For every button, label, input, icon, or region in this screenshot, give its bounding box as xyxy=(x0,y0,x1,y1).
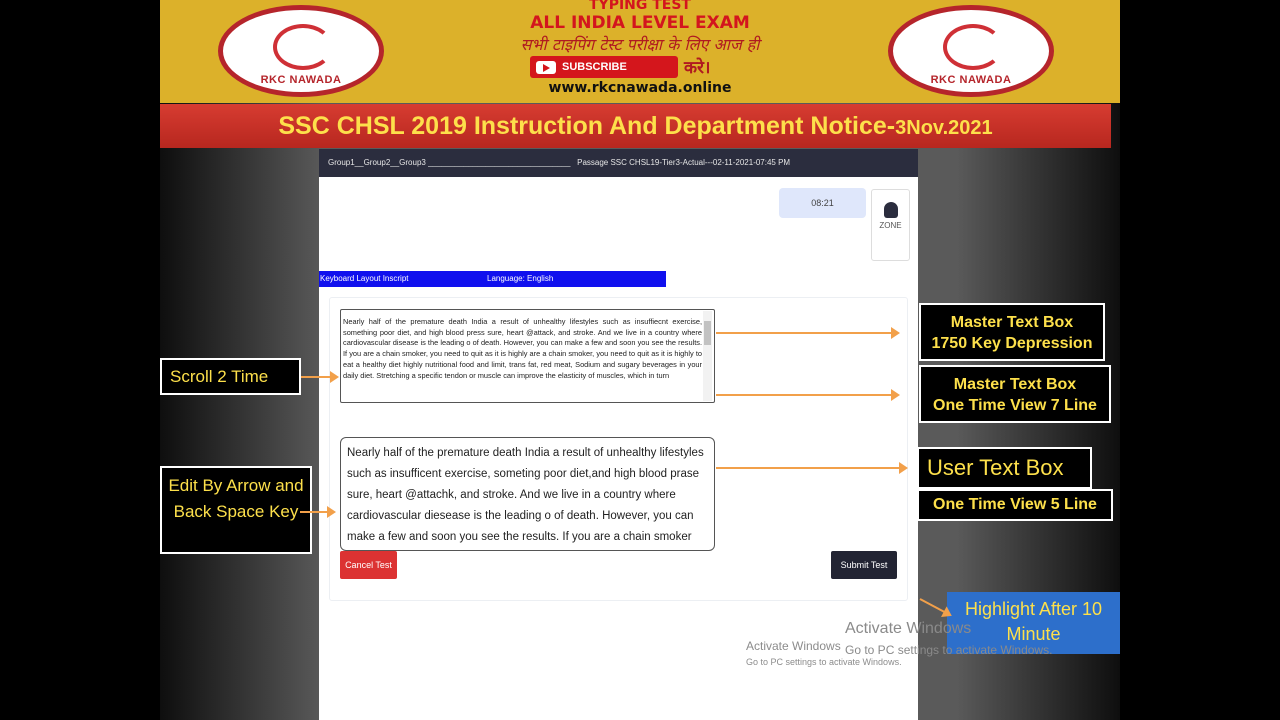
logo-text: RKC NAWADA xyxy=(260,74,342,86)
activate-windows-sub: Go to PC settings to activate Windows. xyxy=(845,643,1053,657)
callout-master-view xyxy=(919,365,1111,423)
promo-banner xyxy=(160,0,1120,103)
activate-windows-sub-small: Go to PC settings to activate Windows. xyxy=(746,657,902,667)
subscribe-button[interactable] xyxy=(530,56,678,78)
arrow-scroll xyxy=(301,376,335,378)
subscribe-label: SUBSCRIBE xyxy=(562,61,627,73)
keyboard-layout-label: Keyboard Layout Inscript xyxy=(320,274,409,283)
master-text-box: Nearly half of the premature death India a result of unhealthy lifestyles such as insuffiecnt exercise, something poor diet, and high blood press sure, heart @attack, and stroke. And we live in a country where cardiovascular disease is the leading o of death. However, you can make a few and soon you see the results. If you are a chain smoker, you need to quit as it is highly are a chain smoker, you need to quit as it is highly to eat a healthy diet highly nutritional food and limit, trans fat, red meat, Sodium and sugary beverages in your daily diet. Stretching a specific tendon or muscle can improve the elasticity of muscles, which in turn xyxy=(340,309,715,403)
callout-scroll: Scroll 2 Time xyxy=(160,358,301,395)
callout-master-box xyxy=(919,303,1105,361)
scrollbar-thumb[interactable] xyxy=(704,321,711,345)
title-main: SSC CHSL 2019 Instruction And Department Notice- xyxy=(278,112,896,140)
language-label: Language: English xyxy=(487,274,554,283)
zone-label: ZONE xyxy=(879,221,902,230)
typing-test-window xyxy=(319,149,918,720)
activate-windows-title-small: Activate Windows xyxy=(746,639,841,653)
activate-windows-title: Activate Windows xyxy=(845,620,972,637)
callout-user-box: User Text Box xyxy=(917,447,1092,489)
arrow-master-2 xyxy=(716,394,896,396)
user-avatar-icon xyxy=(884,202,898,218)
submit-test-button[interactable]: Submit Test xyxy=(831,551,897,579)
cancel-test-button[interactable]: Cancel Test xyxy=(340,551,397,579)
banner-line-exam: ALL INDIA LEVEL EXAM xyxy=(530,13,750,33)
callout-master-line2: 1750 Key Depression xyxy=(931,335,1093,352)
callout-master-view-line1: Master Text Box xyxy=(953,376,1077,393)
timer-display: 08:21 xyxy=(779,188,866,218)
banner-kare: करे। xyxy=(684,58,711,78)
arrow-edit xyxy=(300,511,332,513)
callout-highlight: Highlight After 10 Minute xyxy=(947,592,1120,654)
zone-badge[interactable] xyxy=(871,189,910,261)
logo-text: RKC NAWADA xyxy=(930,74,1012,86)
play-icon xyxy=(536,61,556,74)
banner-line-typing-test: TYPING TEST xyxy=(589,0,691,13)
callout-master-line1: Master Text Box xyxy=(950,314,1074,331)
arrow-master-1 xyxy=(716,332,896,334)
arrow-user xyxy=(716,467,904,469)
app-header: Group1__Group2__Group3 ________________________________ Passage SSC CHSL19-Tier3-Actual---02-11-2021-07:45 PM xyxy=(319,149,918,177)
callout-master-view-line2: One Time View 7 Line xyxy=(933,397,1097,414)
callout-edit: Edit By Arrow and Back Space Key xyxy=(160,466,312,554)
video-title xyxy=(160,104,1111,148)
master-scrollbar[interactable] xyxy=(703,311,712,401)
callout-user-view: One Time View 5 Line xyxy=(917,489,1113,521)
banner-line-hindi: सभी टाइपिंग टेस्ट परीक्षा के लिए आज ही xyxy=(520,35,760,54)
banner-url: www.rkcnawada.online xyxy=(548,80,732,96)
keyboard-layout-bar xyxy=(319,271,666,287)
user-text-box[interactable]: Nearly half of the premature death India a result of unhealthy lifestyles such as insufficent exercise, someting poor diet,and high blood prase sure, heart @attachk, and stroke. And we live in a country where cardiovascular diesease is the leading o of death. However, you can make a few and soon you see the results. If you are a chain smoker xyxy=(340,437,715,551)
title-date: 3Nov.2021 xyxy=(895,117,993,139)
